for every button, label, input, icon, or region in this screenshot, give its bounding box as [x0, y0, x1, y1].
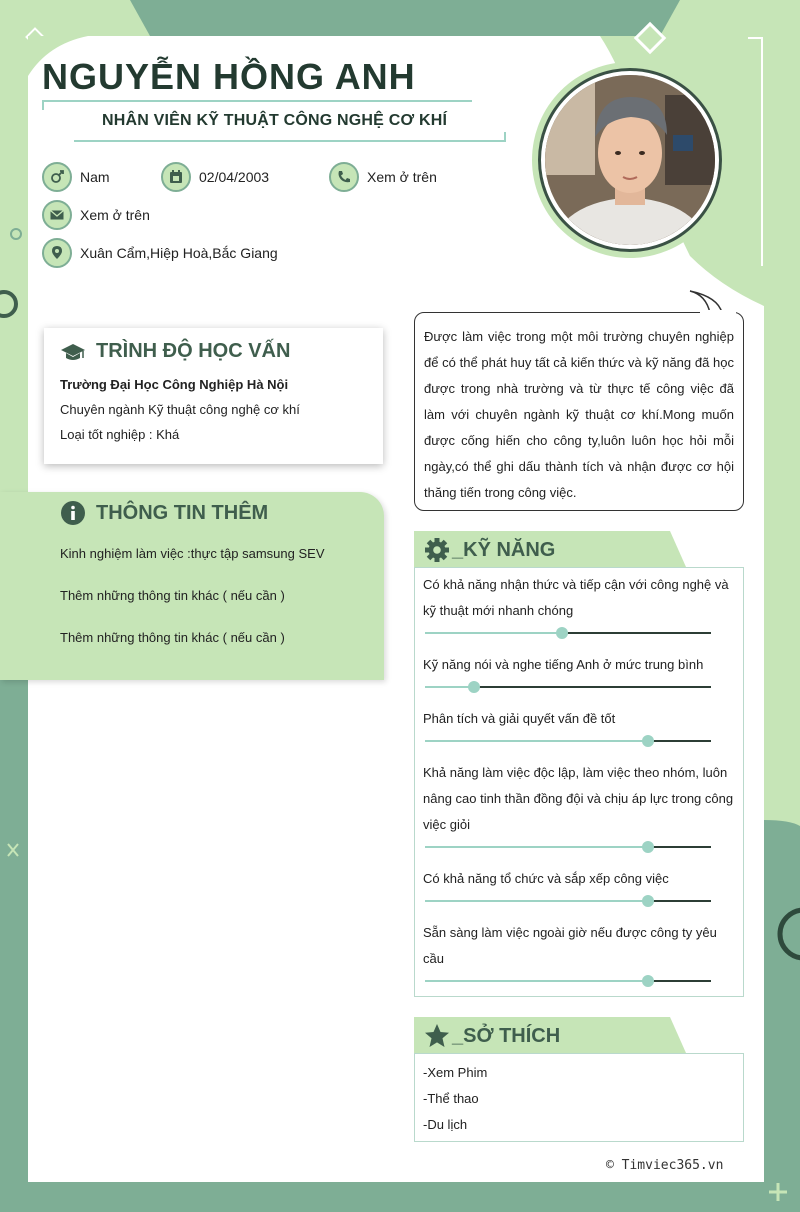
- avatar: [541, 71, 719, 249]
- skill-item: [423, 920, 735, 990]
- skill-bar-fill: [425, 980, 648, 982]
- gender-value: Nam: [80, 169, 110, 185]
- calendar-icon: [161, 162, 191, 192]
- skill-level-bar: [425, 892, 711, 910]
- bubble-tail-mask: [700, 310, 736, 316]
- address-value: Xuân Cẩm,Hiệp Hoà,Bắc Giang: [80, 245, 278, 261]
- skill-text: Sẵn sàng làm việc ngoài giờ nếu được công ty yêu cầu: [423, 925, 717, 966]
- location-icon: [42, 238, 72, 268]
- email-info: [42, 200, 150, 230]
- more-info-section: [0, 492, 384, 680]
- more-info-header: [60, 500, 384, 526]
- skill-bar-knob: [642, 841, 654, 853]
- skill-level-bar: [425, 732, 711, 750]
- skill-bar-fill: [425, 686, 474, 688]
- skills-title: _KỸ NĂNG: [452, 538, 556, 561]
- skill-text: Có khả năng nhận thức và tiếp cận với công nghệ và kỹ thuật mới nhanh chóng: [423, 577, 729, 618]
- more-info-item: Kinh nghiệm làm việc :thực tập samsung SEV: [60, 546, 325, 561]
- gear-icon: [424, 537, 450, 563]
- skill-bar-knob: [642, 895, 654, 907]
- gender-info: [42, 162, 110, 192]
- skill-bar-knob: [642, 735, 654, 747]
- skill-bar-knob: [556, 627, 568, 639]
- hobbies-list: [414, 1053, 744, 1142]
- more-info-item: Thêm những thông tin khác ( nếu cần ): [60, 630, 285, 645]
- hobbies-title: _SỞ THÍCH: [452, 1024, 561, 1047]
- skill-item: [423, 760, 735, 856]
- phone-info: [329, 162, 437, 192]
- education-title: TRÌNH ĐỘ HỌC VẤN: [96, 340, 291, 362]
- info-icon: [60, 500, 86, 526]
- skill-item: [423, 572, 735, 642]
- avatar-photo: [545, 75, 715, 245]
- star-icon: [424, 1023, 450, 1049]
- email-icon: [42, 200, 72, 230]
- birthday-info: [161, 162, 269, 192]
- hobby-item: -Thể thao: [423, 1091, 479, 1106]
- education-grade: Loại tốt nghiệp : Khá: [60, 427, 180, 442]
- education-header: [60, 340, 367, 363]
- candidate-name: NGUYỄN HỒNG ANH: [42, 56, 416, 97]
- title-divider-bottom: [74, 140, 506, 142]
- education-major: Chuyên ngành Kỹ thuật công nghệ cơ khí: [60, 402, 300, 417]
- hobby-item: -Du lịch: [423, 1117, 468, 1132]
- skill-bar-knob: [642, 975, 654, 987]
- skills-header: [424, 537, 555, 563]
- skill-bar-fill: [425, 846, 648, 848]
- gender-icon: [42, 162, 72, 192]
- birthday-value: 02/04/2003: [199, 169, 270, 185]
- frame-line: [748, 36, 764, 266]
- email-value: Xem ở trên: [80, 207, 150, 223]
- skill-bar-fill: [425, 900, 648, 902]
- skill-item: [423, 706, 735, 750]
- skill-level-bar: [425, 972, 711, 990]
- title-divider-top: [42, 100, 472, 102]
- career-objective: Được làm việc trong một môi trường chuyên nghiệp để có thể phát huy tất cả kiến thức và kỹ năng đã học được trong nhà trường và từ thực tế công việc đã làm với chuyên ngành kỹ thuật cơ khí.Mong muốn được cống hiến cho công ty,luôn luôn học hỏi mỗi ngày,có thể ghi dấu thành tích và nhận được cơ hội thăng tiến trong công việc.: [414, 312, 744, 511]
- skill-bar-fill: [425, 632, 562, 634]
- hobby-item: -Xem Phim: [423, 1065, 488, 1080]
- job-title: NHÂN VIÊN KỸ THUẬT CÔNG NGHỆ CƠ KHÍ: [102, 112, 448, 129]
- education-school: Trường Đại Học Công Nghiệp Hà Nội: [60, 377, 289, 392]
- skill-level-bar: [425, 678, 711, 696]
- skills-ribbon: [414, 531, 686, 567]
- skill-item: [423, 866, 735, 910]
- graduation-cap-icon: [60, 342, 86, 362]
- education-section: [44, 328, 383, 464]
- skill-level-bar: [425, 624, 711, 642]
- footer-credit: © Timviec365.vn: [606, 1158, 724, 1173]
- skill-bar-fill: [425, 740, 648, 742]
- address-info: [42, 238, 278, 268]
- more-info-title: THÔNG TIN THÊM: [96, 501, 269, 524]
- skills-list: [414, 567, 744, 997]
- skill-level-bar: [425, 838, 711, 856]
- skill-text: Khả năng làm việc độc lập, làm việc theo nhóm, luôn nâng cao tinh thần đồng đội và chịu áp lực trong công việc giỏi: [423, 765, 734, 832]
- hobbies-ribbon: [414, 1017, 686, 1053]
- skill-text: Kỹ năng nói và nghe tiếng Anh ở mức trung bình: [423, 657, 704, 672]
- phone-icon: [329, 162, 359, 192]
- skill-text: Có khả năng tổ chức và sắp xếp công việc: [423, 871, 669, 886]
- skill-item: [423, 652, 735, 696]
- diamond-decoration: [632, 20, 668, 56]
- more-info-item: Thêm những thông tin khác ( nếu cần ): [60, 588, 285, 603]
- skill-text: Phân tích và giải quyết vấn đề tốt: [423, 711, 616, 726]
- phone-value: Xem ở trên: [367, 169, 437, 185]
- skill-bar-knob: [468, 681, 480, 693]
- hobbies-header: [424, 1023, 560, 1049]
